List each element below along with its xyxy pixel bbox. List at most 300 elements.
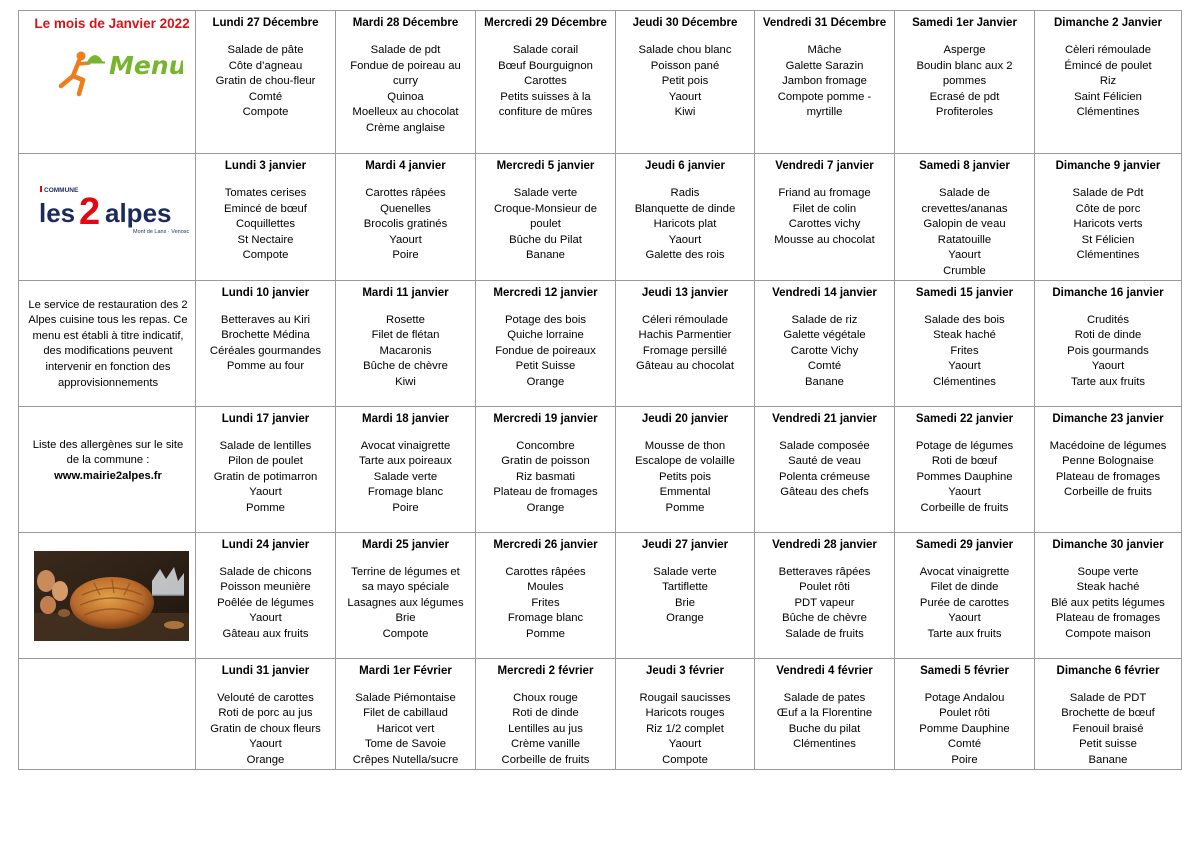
dish-list	[616, 301, 754, 375]
dish-item: Bûche du Pilat	[509, 233, 582, 246]
dish-item: Steak haché	[933, 329, 996, 342]
day-heading: Mardi 25 janvier	[362, 538, 449, 551]
dish-item: Salade de Pdt	[1072, 187, 1144, 199]
day-cell	[895, 532, 1035, 658]
dish-item: Salade de pâte	[227, 44, 304, 56]
day-cell	[895, 658, 1035, 769]
dish-item: Ecrasé de pdt	[929, 90, 1000, 103]
dish-item: Yaourt	[668, 233, 702, 246]
dish-item: Banane	[1088, 753, 1128, 766]
dish-item: Saint Félicien	[1074, 90, 1142, 103]
dish-item: curry	[392, 75, 419, 88]
dish-list	[895, 427, 1034, 517]
logo-tagline: Mont de Lans · Venosc	[133, 229, 190, 235]
day-heading: Mardi 18 janvier	[362, 412, 449, 425]
day-cell	[755, 406, 895, 532]
dish-item: Blanquette de dinde	[634, 202, 736, 215]
dish-item: Salade de PDT	[1069, 691, 1147, 704]
day-heading: Mercredi 19 janvier	[493, 412, 598, 425]
day-cell	[196, 280, 336, 406]
dish-list	[196, 31, 335, 121]
dish-list	[1035, 174, 1181, 264]
dish-item: Compote	[242, 249, 289, 262]
dish-item: Haricots verts	[1073, 218, 1143, 231]
dish-item: Plateau de fromages	[493, 486, 598, 499]
dish-item: Orange	[246, 753, 285, 766]
dish-list	[476, 679, 615, 769]
dish-item: Macédoine de légumes	[1049, 439, 1167, 452]
dish-item: Petits pois	[658, 470, 712, 483]
dish-item: Pomme au four	[226, 360, 305, 373]
dish-item: Quiche lorraine	[507, 329, 584, 342]
day-cell	[616, 280, 755, 406]
dish-item: Yaourt	[249, 486, 282, 499]
dish-item: Compote	[382, 627, 429, 640]
day-cell	[616, 154, 755, 281]
logo-commune-text: COMMUNE	[44, 187, 79, 194]
dish-item: Côte de porc	[1075, 202, 1141, 215]
day-cell	[336, 154, 476, 281]
dish-item: Potage de légumes	[915, 439, 1014, 452]
dish-list	[755, 427, 894, 501]
dish-item: Buche du pilat	[788, 722, 861, 735]
dish-item: Œuf a la Florentine	[776, 707, 873, 720]
dish-item: Compote pomme -	[777, 90, 872, 103]
dish-item: Poisson meunière	[220, 581, 311, 594]
day-cell	[755, 658, 895, 769]
dish-item: Riz	[1099, 75, 1117, 88]
dish-item: Pomme	[665, 501, 705, 514]
dish-item: St Félicien	[1081, 233, 1135, 246]
dish-item: Filet de dinde	[930, 581, 999, 594]
dish-item: Carottes	[524, 75, 567, 88]
dish-item: Choux rouge	[513, 691, 578, 704]
dish-list	[755, 31, 894, 121]
dish-item: Poire	[392, 249, 419, 262]
dish-item: Yaourt	[668, 738, 702, 751]
dish-list	[895, 31, 1034, 121]
dish-item: Salade de pates	[783, 691, 866, 704]
dish-item: Gratin de chou-fleur	[215, 75, 316, 88]
day-heading: Mardi 4 janvier	[365, 160, 446, 172]
dish-item: Salade de lentilles	[219, 439, 312, 452]
empty-side-cell	[19, 658, 196, 769]
dish-item: Roti de bœuf	[931, 455, 998, 468]
dish-item: Emmental	[659, 486, 711, 499]
allergens-cell	[19, 406, 196, 532]
day-heading: Dimanche 23 janvier	[1052, 412, 1164, 425]
allergens-text: Liste des allergènes sur le site de la commune :	[32, 438, 184, 467]
dish-item: Fondue de poireau au	[350, 59, 461, 72]
day-cell	[196, 154, 336, 281]
dish-list	[196, 427, 335, 517]
day-cell	[196, 406, 336, 532]
logo-two-text: 2	[79, 191, 101, 233]
dish-item: Compote	[662, 753, 708, 766]
dish-item: Betteraves au Kiri	[220, 313, 311, 326]
dish-item: Filet de colin	[792, 202, 857, 215]
dish-item: Profiteroles	[935, 106, 994, 119]
dish-item: Clémentines	[933, 375, 996, 388]
dish-item: Clémentines	[1076, 249, 1140, 262]
dish-item: Pomme	[246, 501, 285, 514]
dish-list	[196, 553, 335, 643]
day-cell	[1035, 154, 1182, 281]
day-cell	[476, 658, 616, 769]
logo-alpes-text: alpes	[105, 198, 172, 228]
day-cell	[1035, 280, 1182, 406]
dish-item: Compote	[242, 106, 289, 119]
day-heading: Vendredi 21 janvier	[772, 412, 877, 425]
day-heading: Vendredi 31 Décembre	[762, 17, 887, 29]
dish-list	[1035, 31, 1181, 121]
dish-item: Céréales gourmandes	[209, 344, 322, 357]
dish-item: crevettes/ananas	[921, 202, 1008, 215]
dish-item: Fromage blanc	[507, 612, 584, 625]
week-row	[19, 280, 1182, 406]
dish-item: Poêlée de légumes	[217, 596, 314, 609]
photo-cell	[19, 532, 196, 658]
dish-item: Yaourt	[948, 249, 981, 262]
day-heading: Lundi 3 janvier	[224, 160, 307, 172]
dish-item: Yaourt	[249, 612, 282, 625]
day-heading: Jeudi 13 janvier	[641, 286, 729, 299]
dish-item: poulet	[530, 218, 561, 231]
allergens-block	[19, 407, 195, 485]
dish-item: Soupe verte	[1077, 565, 1139, 578]
dish-item: Avocat vinaigrette	[360, 439, 451, 452]
dish-item: Betteraves râpées	[778, 565, 871, 578]
notice-cell	[19, 280, 196, 406]
notice-text: Le service de restauration des 2 Alpes cuisine tous les repas. Ce menu est établi à titre indicatif, des modifications peuvent intervenir en fonction des approvisionnements	[28, 298, 188, 389]
day-heading: Jeudi 20 janvier	[641, 412, 729, 425]
dish-item: Clémentines	[1076, 106, 1140, 119]
day-heading: Vendredi 4 février	[776, 664, 873, 677]
dish-item: Poulet rôti	[799, 581, 850, 594]
dish-item: Friand au fromage	[778, 187, 871, 199]
dish-item: Macaronis	[379, 344, 432, 357]
dish-item: Émincé de poulet	[1064, 59, 1152, 72]
day-heading: Mardi 1er Février	[359, 664, 452, 677]
day-cell	[476, 154, 616, 281]
dish-item: Comté	[248, 90, 283, 103]
dish-item: Comté	[807, 360, 842, 373]
dish-item: Crudités	[1086, 313, 1130, 326]
dish-list	[755, 174, 894, 248]
day-heading: Mardi 11 janvier	[362, 286, 449, 299]
dish-item: Brocolis gratinés	[363, 218, 448, 231]
dish-item: Moelleux au chocolat	[352, 106, 459, 119]
dish-list	[895, 679, 1034, 769]
day-heading: Samedi 29 janvier	[915, 538, 1014, 551]
dish-item: Galette des rois	[645, 249, 725, 262]
day-cell	[895, 154, 1035, 281]
day-cell	[755, 280, 895, 406]
dish-item: Banane	[805, 375, 844, 388]
day-heading: Dimanche 2 Janvier	[1053, 17, 1163, 29]
dish-item: Corbeille de fruits	[1064, 486, 1152, 499]
dish-item: Céleri rémoulade	[641, 313, 729, 326]
day-heading: Jeudi 27 janvier	[641, 538, 729, 551]
dish-item: Haricot vert	[376, 722, 435, 735]
day-cell	[196, 658, 336, 769]
dish-item: Pommes Dauphine	[916, 470, 1013, 483]
dish-item: Yaourt	[249, 738, 282, 751]
dish-item: Gâteau des chefs	[780, 486, 869, 499]
dish-item: Tarte aux fruits	[1070, 375, 1146, 388]
dish-item: Hachis Parmentier	[638, 329, 732, 342]
dish-item: Salade de	[939, 187, 990, 199]
dish-list	[336, 427, 475, 517]
day-heading: Samedi 5 février	[920, 664, 1009, 677]
dish-item: Filet de flétan	[371, 329, 440, 342]
dish-item: confiture de mûres	[498, 106, 593, 119]
dish-list	[616, 427, 754, 517]
day-heading: Mercredi 12 janvier	[493, 286, 598, 299]
dish-item: Orange	[526, 501, 565, 514]
day-cell	[196, 532, 336, 658]
dish-item: Croque-Monsieur de	[494, 202, 597, 215]
dish-item: Ratatouille	[937, 233, 992, 246]
dish-item: Yaourt	[389, 233, 422, 246]
day-heading: Vendredi 7 janvier	[775, 160, 874, 172]
dish-item: PDT vapeur	[794, 596, 855, 609]
dish-item: Plateau de fromages	[1055, 612, 1161, 625]
day-cell	[755, 154, 895, 281]
dish-list	[476, 427, 615, 517]
dish-item: Brochette de bœuf	[1061, 707, 1155, 720]
title-cell	[19, 11, 196, 154]
day-heading: Lundi 31 janvier	[221, 664, 310, 677]
dish-list	[336, 174, 475, 264]
dish-item: Compote maison	[1065, 627, 1151, 640]
dish-item: Pilon de poulet	[228, 455, 303, 468]
dish-item: Salade verte	[373, 470, 438, 483]
dish-list	[755, 301, 894, 391]
dish-item: Salade de pdt	[370, 44, 441, 56]
dish-list	[476, 31, 615, 121]
dish-item: Rougail saucisses	[639, 691, 731, 704]
dish-item: Salade verte	[513, 187, 578, 199]
dish-item: Tomates cerises	[224, 187, 307, 199]
dish-item: Mâche	[807, 44, 842, 56]
dish-item: Coquillettes	[235, 218, 296, 231]
dish-list	[336, 301, 475, 391]
dish-item: Lasagnes aux légumes	[347, 596, 464, 609]
day-heading: Mercredi 2 février	[497, 664, 594, 677]
dish-list	[1035, 301, 1181, 391]
dish-item: Fenouil braisé	[1072, 722, 1144, 735]
dish-item: Carotte Vichy	[790, 344, 859, 357]
dish-item: Haricots rouges	[645, 707, 725, 720]
dish-list	[336, 679, 475, 769]
dish-item: Penne Bolognaise	[1062, 455, 1154, 468]
dish-list	[616, 679, 754, 769]
dish-item: Tartiflette	[662, 581, 708, 594]
day-heading: Jeudi 6 janvier	[645, 160, 725, 172]
dish-list	[196, 679, 335, 769]
dish-item: Yaourt	[948, 486, 981, 499]
dish-item: Moules	[527, 581, 564, 594]
dish-item: Carottes râpées	[505, 565, 586, 578]
dish-item: Orange	[526, 375, 565, 388]
day-cell	[1035, 532, 1182, 658]
week-row	[19, 532, 1182, 658]
dish-item: Rosette	[386, 313, 425, 326]
dish-item: Brochette Médina	[221, 329, 310, 342]
week-row	[19, 154, 1182, 281]
day-cell	[476, 532, 616, 658]
dish-item: Pomme	[526, 627, 565, 640]
les2alpes-logo	[37, 184, 196, 236]
dish-item: Galopin de veau	[923, 218, 1006, 231]
dish-item: St Nectaire	[237, 233, 294, 246]
day-cell	[616, 658, 755, 769]
galette-des-rois-photo	[34, 551, 189, 641]
dish-item: Concombre	[516, 439, 575, 452]
dish-item: Steak haché	[1076, 581, 1140, 594]
dish-list	[1035, 427, 1181, 501]
dish-item: Riz 1/2 complet	[646, 722, 724, 735]
dish-item: Salade des bois	[924, 313, 1005, 326]
dish-item: Asperge	[943, 44, 986, 56]
dish-item: Frites	[950, 344, 979, 357]
dish-list	[476, 301, 615, 391]
day-heading: Samedi 8 janvier	[919, 160, 1010, 172]
dish-item: Côte d’agneau	[228, 59, 303, 72]
dish-item: Plateau de fromages	[1055, 470, 1161, 483]
day-heading: Jeudi 30 Décembre	[632, 17, 738, 29]
dish-item: Poire	[951, 753, 978, 766]
dish-item: Bœuf Bourguignon	[498, 59, 593, 72]
dish-item: Tarte aux fruits	[927, 627, 1002, 640]
dish-item: Roti de porc au jus	[218, 707, 313, 720]
dish-item: Salade Piémontaise	[355, 691, 456, 704]
dish-item: Tome de Savoie	[364, 738, 446, 751]
day-cell	[336, 280, 476, 406]
day-heading: Dimanche 30 janvier	[1052, 538, 1164, 551]
dish-item: Roti de dinde	[512, 707, 579, 720]
dish-item: Clémentines	[793, 738, 856, 751]
day-cell	[336, 11, 476, 154]
dish-item: Poire	[392, 501, 419, 514]
dish-item: Yaourt	[948, 612, 981, 625]
menu-logo	[53, 40, 183, 102]
dish-item: Salade corail	[512, 44, 579, 56]
dish-item: Corbeille de fruits	[920, 501, 1009, 514]
dish-item: Crêpes Nutella/sucre	[352, 753, 459, 766]
dish-item: Yaourt	[948, 360, 981, 373]
day-cell	[616, 11, 755, 154]
allergens-link[interactable]: www.mairie2alpes.fr	[54, 469, 162, 482]
dish-item: Crumble	[943, 264, 986, 277]
dish-item: Terrine de légumes et	[351, 565, 460, 578]
dish-item: Lentilles au jus	[508, 722, 583, 735]
day-heading: Vendredi 14 janvier	[772, 286, 877, 299]
dish-item: Salade de riz	[791, 313, 858, 326]
dish-item: Poulet rôti	[939, 707, 990, 720]
dish-item: Radis	[670, 187, 700, 199]
dish-item: Petit Suisse	[515, 360, 576, 373]
dish-item: Crème vanille	[510, 738, 581, 751]
galette-icon	[70, 577, 154, 629]
day-heading: Dimanche 16 janvier	[1052, 286, 1164, 299]
dish-item: Gâteau au chocolat	[636, 360, 734, 373]
dish-item: Gratin de poisson	[501, 455, 590, 468]
dish-item: Carottes vichy	[788, 218, 861, 231]
dish-list	[616, 31, 754, 121]
dish-list	[755, 553, 894, 643]
dish-list	[336, 553, 475, 643]
day-cell	[1035, 406, 1182, 532]
day-heading: Dimanche 9 janvier	[1055, 160, 1161, 172]
day-heading: Jeudi 3 février	[646, 664, 724, 677]
day-heading: Vendredi 28 janvier	[772, 538, 877, 551]
week-row	[19, 658, 1182, 769]
dish-item: Fromage blanc	[367, 486, 444, 499]
menu-table	[18, 10, 1182, 770]
dish-item: Tarte aux poireaux	[359, 455, 452, 468]
day-cell	[476, 11, 616, 154]
dish-item: Cèleri rémoulade	[1064, 44, 1152, 56]
dish-item: Comté	[947, 738, 982, 751]
dish-item: Salade chou blanc	[638, 44, 732, 56]
dish-item: myrtille	[806, 106, 843, 119]
dish-list	[336, 31, 475, 137]
dish-item: Potage des bois	[504, 313, 587, 326]
dish-item: Petit pois	[661, 75, 709, 88]
dish-item: Fromage persillé	[642, 344, 728, 357]
dish-item: Salade de chicons	[219, 565, 312, 578]
dish-item: Potage Andalou	[924, 691, 1005, 704]
dish-item: pommes	[942, 75, 987, 88]
day-heading: Lundi 24 janvier	[221, 538, 310, 551]
page-title: Le mois de Janvier 2022	[34, 16, 190, 31]
dish-item: Brie	[395, 612, 416, 625]
day-cell	[336, 532, 476, 658]
dish-item: Emincé de bœuf	[224, 202, 307, 215]
dish-item: Salade verte	[653, 565, 717, 578]
day-heading: Lundi 10 janvier	[221, 286, 310, 299]
dish-item: Riz basmati	[515, 470, 575, 483]
dish-item: Brie	[674, 596, 696, 609]
day-cell	[616, 406, 755, 532]
dish-item: Corbeille de fruits	[501, 753, 590, 766]
day-cell	[755, 532, 895, 658]
dish-item: Purée de carottes	[919, 596, 1010, 609]
day-heading: Lundi 27 Décembre	[212, 17, 319, 29]
dish-item: Sauté de veau	[788, 455, 861, 468]
dish-item: Quenelles	[380, 202, 431, 215]
menu-logo-text: Menu	[109, 51, 183, 80]
week-row	[19, 406, 1182, 532]
dish-item: sa mayo spéciale	[361, 581, 450, 594]
day-heading: Samedi 15 janvier	[915, 286, 1014, 299]
dish-item: Bûche de chèvre	[363, 360, 448, 373]
dish-item: Salade composée	[779, 439, 870, 452]
day-heading: Mercredi 29 Décembre	[484, 17, 607, 29]
dish-item: Roti de dinde	[1074, 329, 1142, 342]
dish-item: Escalope de volaille	[635, 455, 735, 468]
dish-item: Mousse de thon	[644, 439, 726, 452]
dish-item: Boudin blanc aux 2	[916, 59, 1013, 72]
dish-item: Kiwi	[674, 106, 696, 119]
dish-item: Fondue de poireaux	[495, 344, 596, 357]
dish-list	[895, 174, 1034, 280]
day-cell	[755, 11, 895, 154]
dish-item: Filet de cabillaud	[363, 707, 448, 720]
dish-list	[196, 174, 335, 264]
